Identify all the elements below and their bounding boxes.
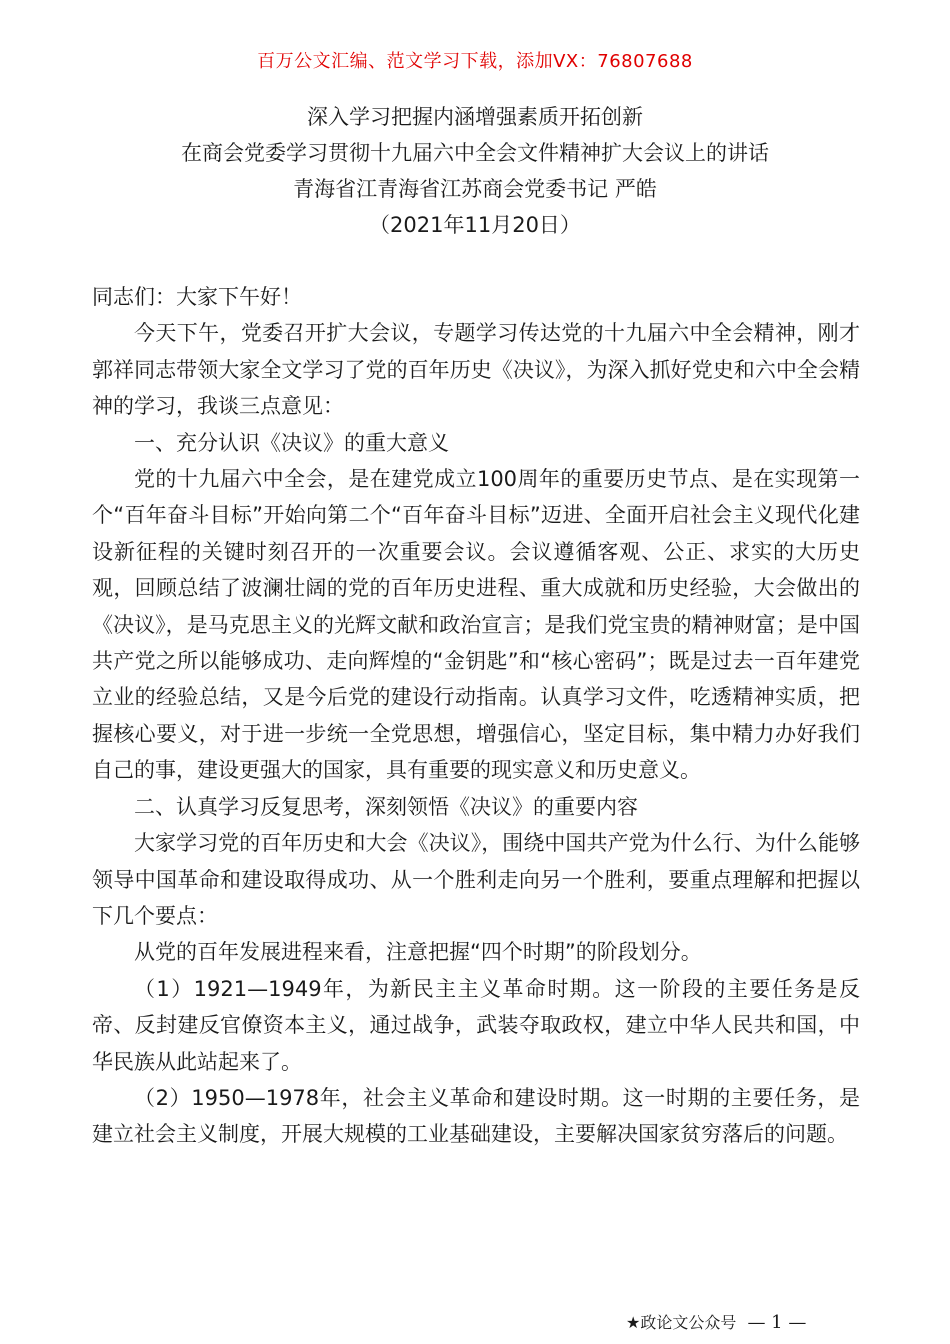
paragraph: （1）1921—1949年，为新民主主义革命时期。这一阶段的主要任务是反帝、反封建反官僚资本主义，通过战争，武装夺取政权，建立中华人民共和国，中华民族从此站起来了。 xyxy=(92,976,860,1074)
salutation: 同志们：大家下午好！ xyxy=(92,285,302,309)
subtitle: 在商会党委学习贯彻十九届六中全会文件精神扩大会议上的讲话 xyxy=(181,141,769,165)
paragraph: 大家学习党的百年历史和大会《决议》，围绕中国共产党为什么行、为什么能够领导中国革命和建设取得成功、从一个胜利走向另一个胜利，要重点理解和把握以下几个要点： xyxy=(92,831,860,928)
paragraph: 今天下午，党委召开扩大会议，专题学习传达党的十九届六中全会精神，刚才郭祥同志带领大家全文学习了党的百年历史《决议》，为深入抓好党史和六中全会精神的学习，我谈三点意见： xyxy=(92,321,860,419)
title-block xyxy=(0,99,950,243)
paragraph: （2）1950—1978年，社会主义革命和建设时期。这一时期的主要任务，是建立社会主义制度，开展大规模的工业基础建设，主要解决国家贫穷落后的问题。 xyxy=(92,1085,860,1147)
speech-body xyxy=(92,279,860,1153)
footer-source: ★政论文公众号 xyxy=(626,1313,737,1332)
watermark-banner: 百万公文汇编、范文学习下载，添加VX：76807688 xyxy=(257,51,693,72)
date-line: （2021年11月20日） xyxy=(369,213,581,237)
section-heading: 二、认真学习反复思考，深刻领悟《决议》的重要内容 xyxy=(134,794,638,819)
author-line: 青海省江青海省江苏商会党委书记 严皓 xyxy=(293,177,657,201)
paragraph: 党的十九届六中全会，是在建党成立100周年的重要历史节点、是在实现第一个“百年奋斗目标”开始向第二个“百年奋斗目标”迈进、全面开启社会主义现代化建设新征程的关键时刻召开的一次重要会议。会议遵循客观、公正、求实的大历史观，回顾总结了波澜壮阔的党的百年历史进程、重大成就和历史经验，大会做出的《决议》，是马克思主义的光辉文献和政治宣言；是我们党宝贵的精神财富；是中国共产党之所以能够成功、走向辉煌的“金钥匙”和“核心密码”；既是过去一百年建党立业的经验总结，又是今后党的建设行动指南。认真学习文件，吃透精神实质，把握核心要义，对于进一步统一全党思想，增强信心，坚定目标，集中精力办好我们自己的事，建设更强大的国家，具有重要的现实意义和历史意义。 xyxy=(92,467,860,783)
page-footer xyxy=(626,1310,806,1333)
page-number: — 1 — xyxy=(747,1312,807,1333)
section-heading: 一、充分认识《决议》的重大意义 xyxy=(134,430,449,455)
main-title: 深入学习把握内涵增强素质开拓创新 xyxy=(307,105,643,129)
paragraph: 从党的百年发展进程来看，注意把握“四个时期”的阶段划分。 xyxy=(134,940,702,965)
